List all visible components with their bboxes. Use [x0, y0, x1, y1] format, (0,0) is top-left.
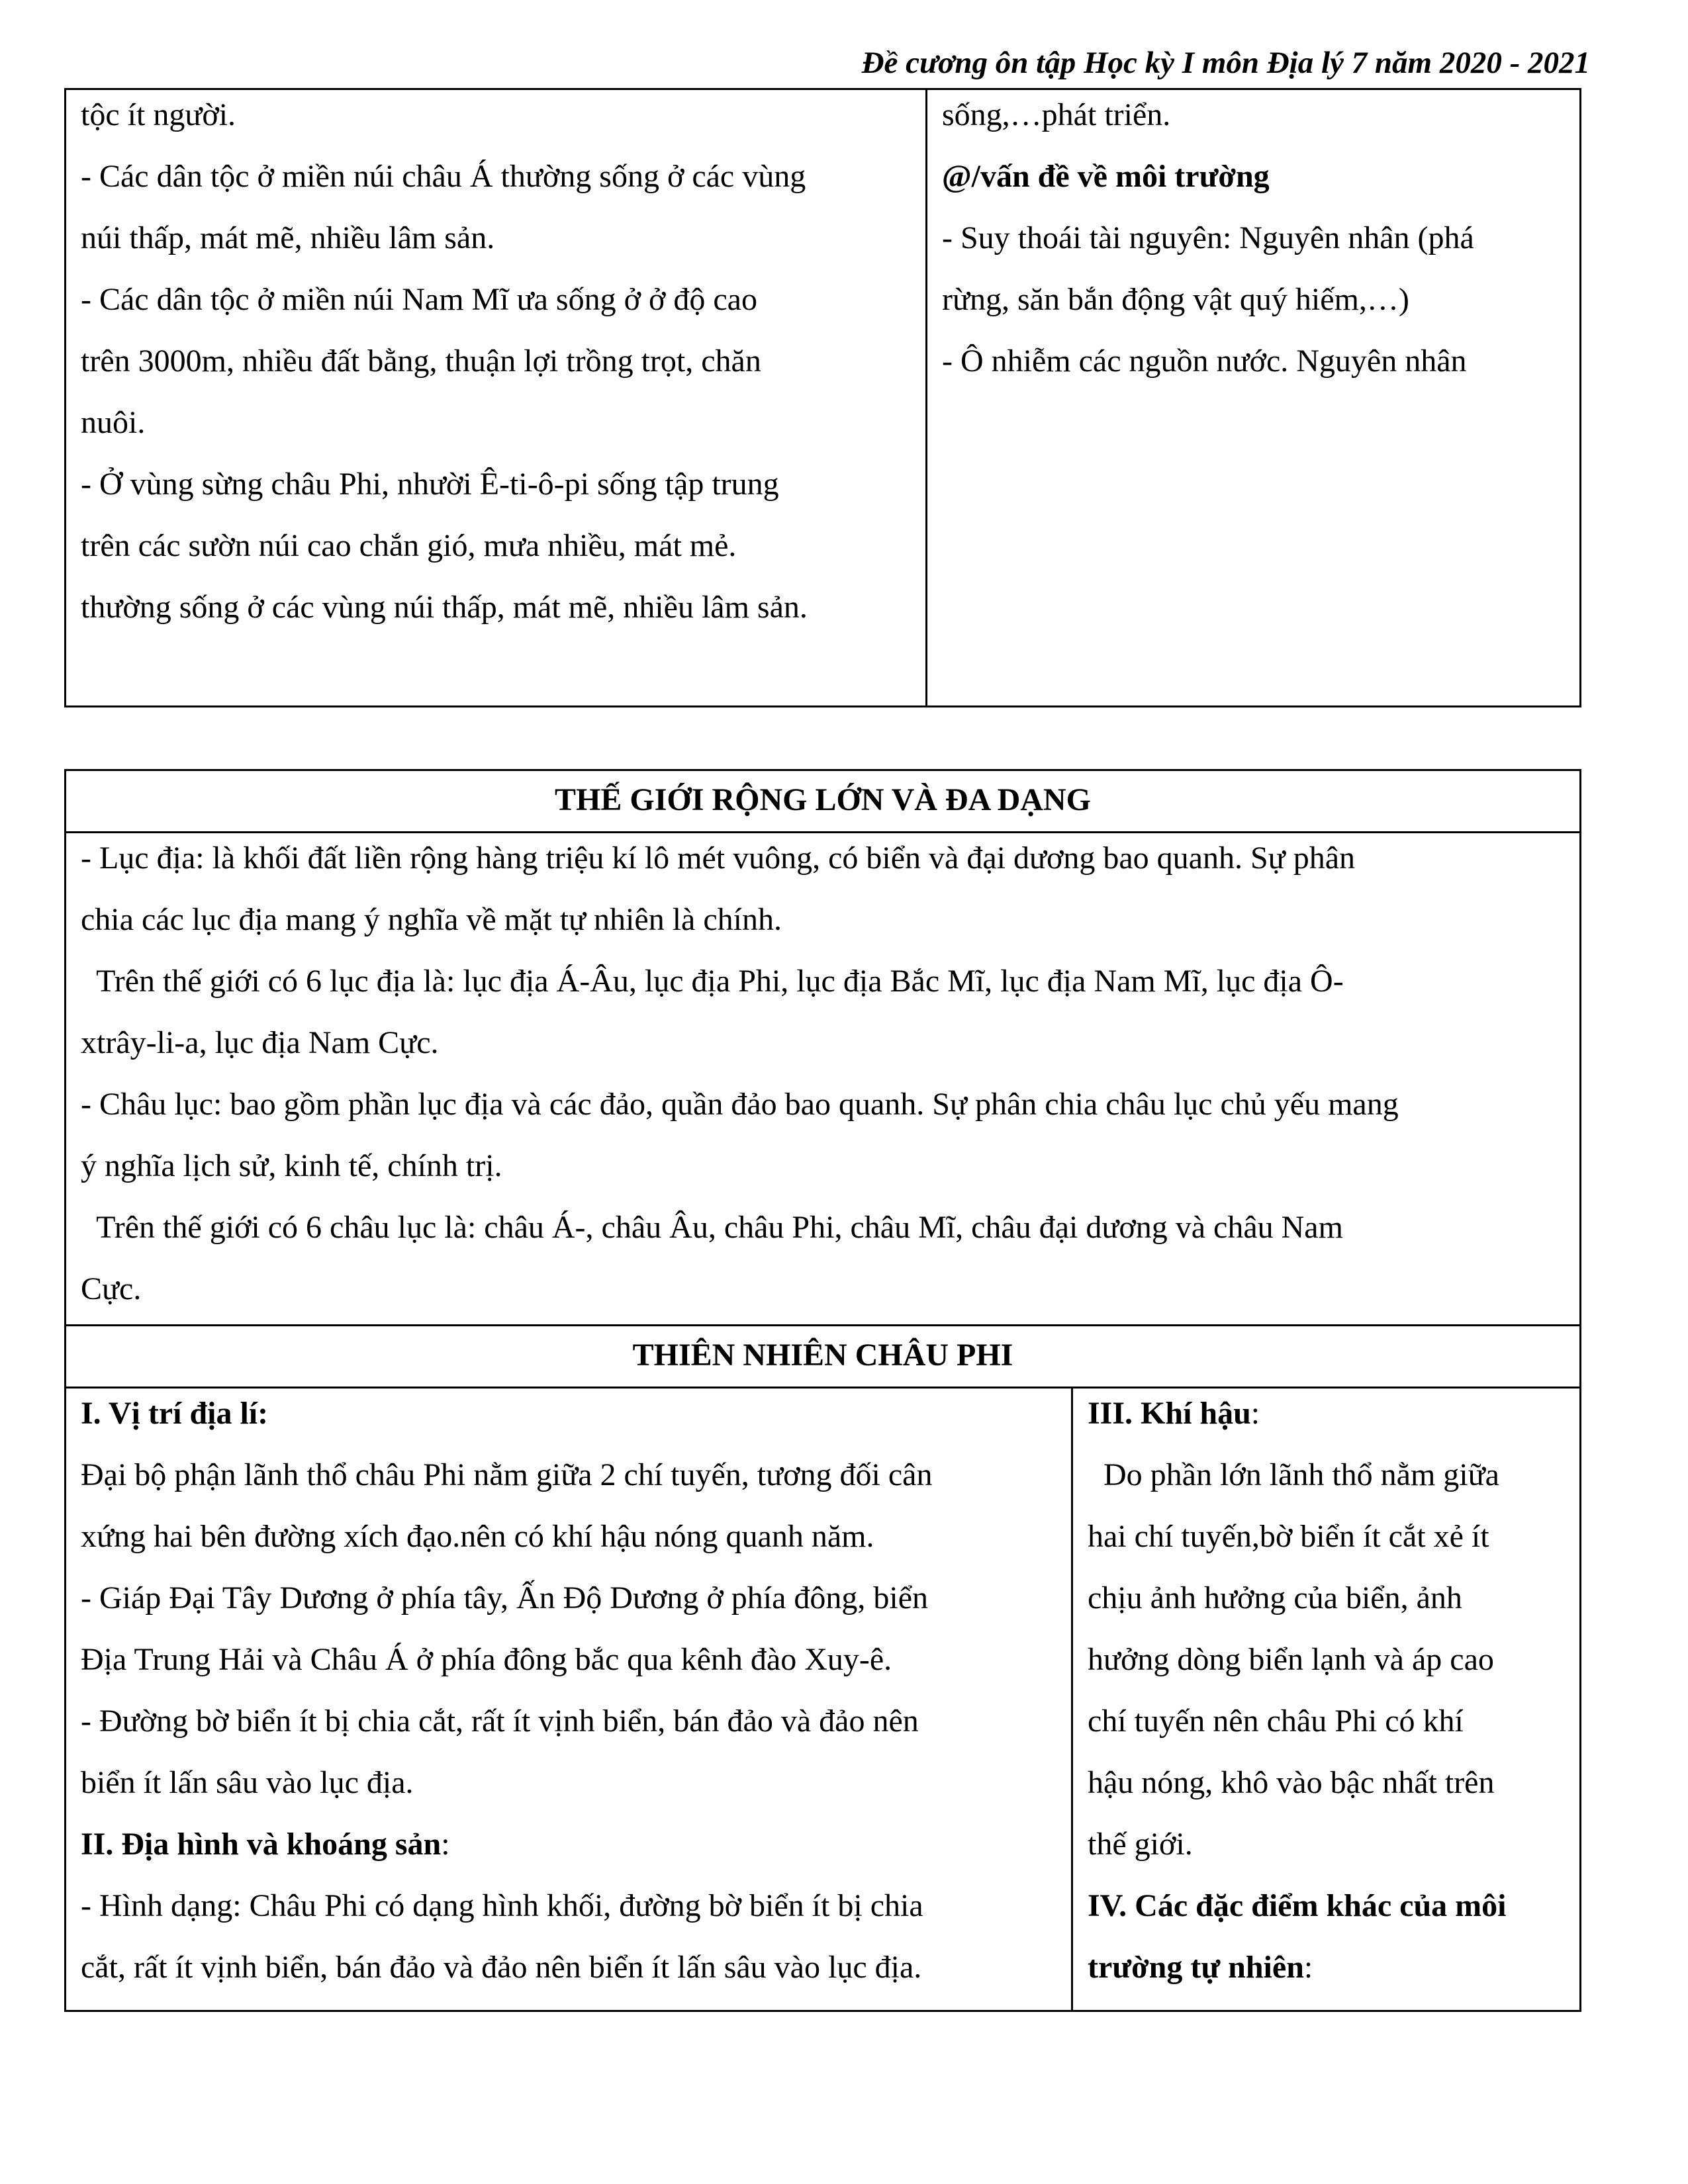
- text-line: chia các lục địa mang ý nghĩa về mặt tự nhiên là chính.: [81, 902, 782, 937]
- text-line: chịu ảnh hưởng của biển, ảnh: [1088, 1580, 1462, 1615]
- table1-left-cell: [81, 84, 921, 638]
- subsection-heading-row: [81, 1813, 1060, 1875]
- section2-left-cell: [81, 1383, 1060, 1998]
- text-line: biển ít lấn sâu vào lục địa.: [81, 1765, 414, 1800]
- heading-colon: :: [1303, 1950, 1313, 1985]
- section-title: THIÊN NHIÊN CHÂU PHI: [632, 1338, 1013, 1373]
- text-line: - Hình dạng: Châu Phi có dạng hình khối, đường bờ biển ít bị chia: [81, 1888, 923, 1923]
- section-heading: @/vấn đề về môi trường: [942, 159, 1270, 194]
- text-line: - Các dân tộc ở miền núi Nam Mĩ ưa sống ở ở độ cao: [81, 282, 757, 317]
- text-line: trên 3000m, nhiều đất bằng, thuận lợi trồng trọt, chăn: [81, 343, 761, 379]
- text-line: - Lục địa: là khối đất liền rộng hàng triệu kí lô mét vuông, có biển và đại dương bao quanh. Sự phân: [81, 841, 1355, 876]
- column-divider: [1071, 1387, 1073, 2012]
- text-line: cắt, rất ít vịnh biển, bán đảo và đảo nên biển ít lấn sâu vào lục địa.: [81, 1950, 922, 1985]
- section1-body: [81, 827, 1570, 1320]
- text-line: ý nghĩa lịch sử, kinh tế, chính trị.: [81, 1148, 502, 1183]
- subsection-heading: trường tự nhiên: [1088, 1950, 1304, 1985]
- text-line: trên các sườn núi cao chắn gió, mưa nhiều, mát mẻ.: [81, 528, 737, 563]
- text-line: hậu nóng, khô vào bậc nhất trên: [1088, 1765, 1495, 1800]
- text-line: nuôi.: [81, 405, 146, 440]
- text-line: thế giới.: [1088, 1827, 1193, 1862]
- text-line: - Giáp Đại Tây Dương ở phía tây, Ấn Độ Dương ở phía đông, biển: [81, 1580, 929, 1615]
- text-line: Địa Trung Hải và Châu Á ở phía đông bắc qua kênh đào Xuy-ê.: [81, 1642, 892, 1677]
- heading-colon: :: [1250, 1396, 1260, 1431]
- text-line: - Ở vùng sừng châu Phi, nhười Ê-ti-ô-pi sống tập trung: [81, 467, 779, 502]
- text-line: Trên thế giới có 6 châu lục là: châu Á-, châu Âu, châu Phi, châu Mĩ, châu đại dương và châu Nam: [81, 1210, 1343, 1245]
- text-line: hai chí tuyến,bờ biển ít cắt xẻ ít: [1088, 1519, 1489, 1554]
- text-line: xtrây-li-a, lục địa Nam Cực.: [81, 1025, 439, 1060]
- text-line: - Suy thoái tài nguyên: Nguyên nhân (phá: [942, 220, 1474, 255]
- text-line: tộc ít người.: [81, 97, 236, 132]
- subsection-heading-row: [1088, 1936, 1571, 1998]
- subsection-heading: III. Khí hậu: [1088, 1396, 1251, 1431]
- text-line: sống,…phát triển.: [942, 97, 1171, 132]
- text-line: - Các dân tộc ở miền núi châu Á thường sống ở các vùng: [81, 159, 806, 194]
- text-line: - Châu lục: bao gồm phần lục địa và các đảo, quần đảo bao quanh. Sự phân chia châu lục chủ yếu mang: [81, 1087, 1399, 1122]
- text-line: Cực.: [81, 1271, 142, 1306]
- table-divider: [925, 88, 927, 707]
- document-header: Đề cương ôn tập Học kỳ I môn Địa lý 7 năm 2020 - 2021: [861, 46, 1590, 80]
- subsection-heading: II. Địa hình và khoáng sản: [81, 1827, 442, 1862]
- text-line: hưởng dòng biển lạnh và áp cao: [1088, 1642, 1494, 1677]
- text-line: núi thấp, mát mẽ, nhiều lâm sản.: [81, 220, 495, 255]
- text-line: Trên thế giới có 6 lục địa là: lục địa Á-Âu, lục địa Phi, lục địa Bắc Mĩ, lục địa Nam Mĩ, lục địa Ô-: [81, 964, 1344, 999]
- subsection-heading: IV. Các đặc điểm khác của môi: [1088, 1888, 1507, 1923]
- subsection-heading: I. Vị trí địa lí:: [81, 1396, 269, 1431]
- subsection-heading-row: [1088, 1383, 1571, 1444]
- section-title: THẾ GIỚI RỘNG LỚN VÀ ĐA DẠNG: [555, 782, 1091, 817]
- text-line: Do phần lớn lãnh thổ nằm giữa: [1088, 1457, 1499, 1492]
- text-line: - Ô nhiễm các nguồn nước. Nguyên nhân: [942, 343, 1467, 379]
- table1-right-cell: [942, 84, 1577, 392]
- text-line: thường sống ở các vùng núi thấp, mát mẽ, nhiều lâm sản.: [81, 590, 808, 625]
- section2-right-cell: [1088, 1383, 1571, 1998]
- text-line: chí tuyến nên châu Phi có khí: [1088, 1704, 1464, 1739]
- text-line: Đại bộ phận lãnh thổ châu Phi nằm giữa 2 chí tuyến, tương đối cân: [81, 1457, 933, 1492]
- text-line: rừng, săn bắn động vật quý hiếm,…): [942, 282, 1409, 317]
- text-line: xứng hai bên đường xích đạo.nên có khí hậu nóng quanh năm.: [81, 1519, 874, 1554]
- heading-colon: :: [441, 1827, 450, 1862]
- text-line: - Đường bờ biển ít bị chia cắt, rất ít vịnh biển, bán đảo và đảo nên: [81, 1704, 919, 1739]
